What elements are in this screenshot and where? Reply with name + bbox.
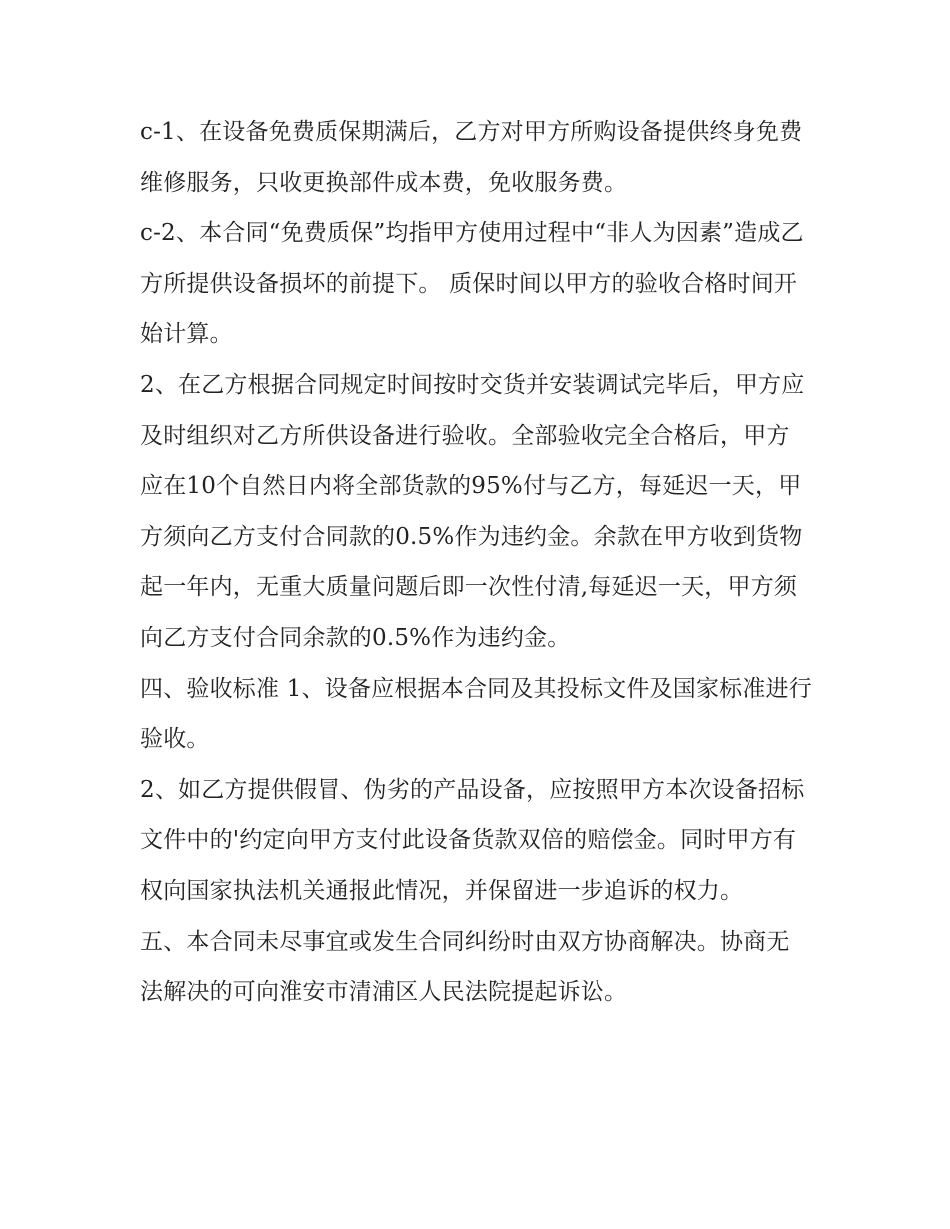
paragraph-4-acceptance-standard: 四、验收标准 1、设备应根据本合同及其投标文件及国家标准进行验收。	[140, 675, 812, 753]
paragraph-c2-warranty-definition: c-2、本合同“免费质保”均指甲方使用过程中“非人为因素”造成乙方所提供设备损坏的前提下。 质保时间以甲方的验收合格时间开始计算。	[140, 220, 804, 348]
paragraph-2-counterfeit-compensation: 2、如乙方提供假冒、伪劣的产品设备，应按照甲方本次设备招标文件中的'约定向甲方支付此设备货款双倍的赔偿金。同时甲方有权向国家执法机关通报此情况，并保留进一步追诉的权力。	[140, 776, 805, 904]
document-body	[140, 107, 812, 1018]
paragraph-2-acceptance-payment: 2、在乙方根据合同规定时间按时交货并安装调试完毕后，甲方应及时组织对乙方所供设备进行验收。全部验收完全合格后，甲方应在10个自然日内将全部货款的95%付与乙方，每延迟一天，甲方须向乙方支付合同款的0.5%作为违约金。余款在甲方收到货物起一年内，无重大质量问题后即一次性付清,每延迟一天，甲方须向乙方支付合同余款的0.5%作为违约金。	[140, 371, 805, 651]
paragraph-c1-free-repair: c-1、在设备免费质保期满后，乙方对甲方所购设备提供终身免费维修服务，只收更换部件成本费，免收服务费。	[140, 119, 803, 196]
paragraph-5-dispute-resolution: 五、本合同未尽事宜或发生合同纠纷时由双方协商解决。协商无法解决的可向淮安市清浦区人民法院提起诉讼。	[140, 928, 790, 1006]
